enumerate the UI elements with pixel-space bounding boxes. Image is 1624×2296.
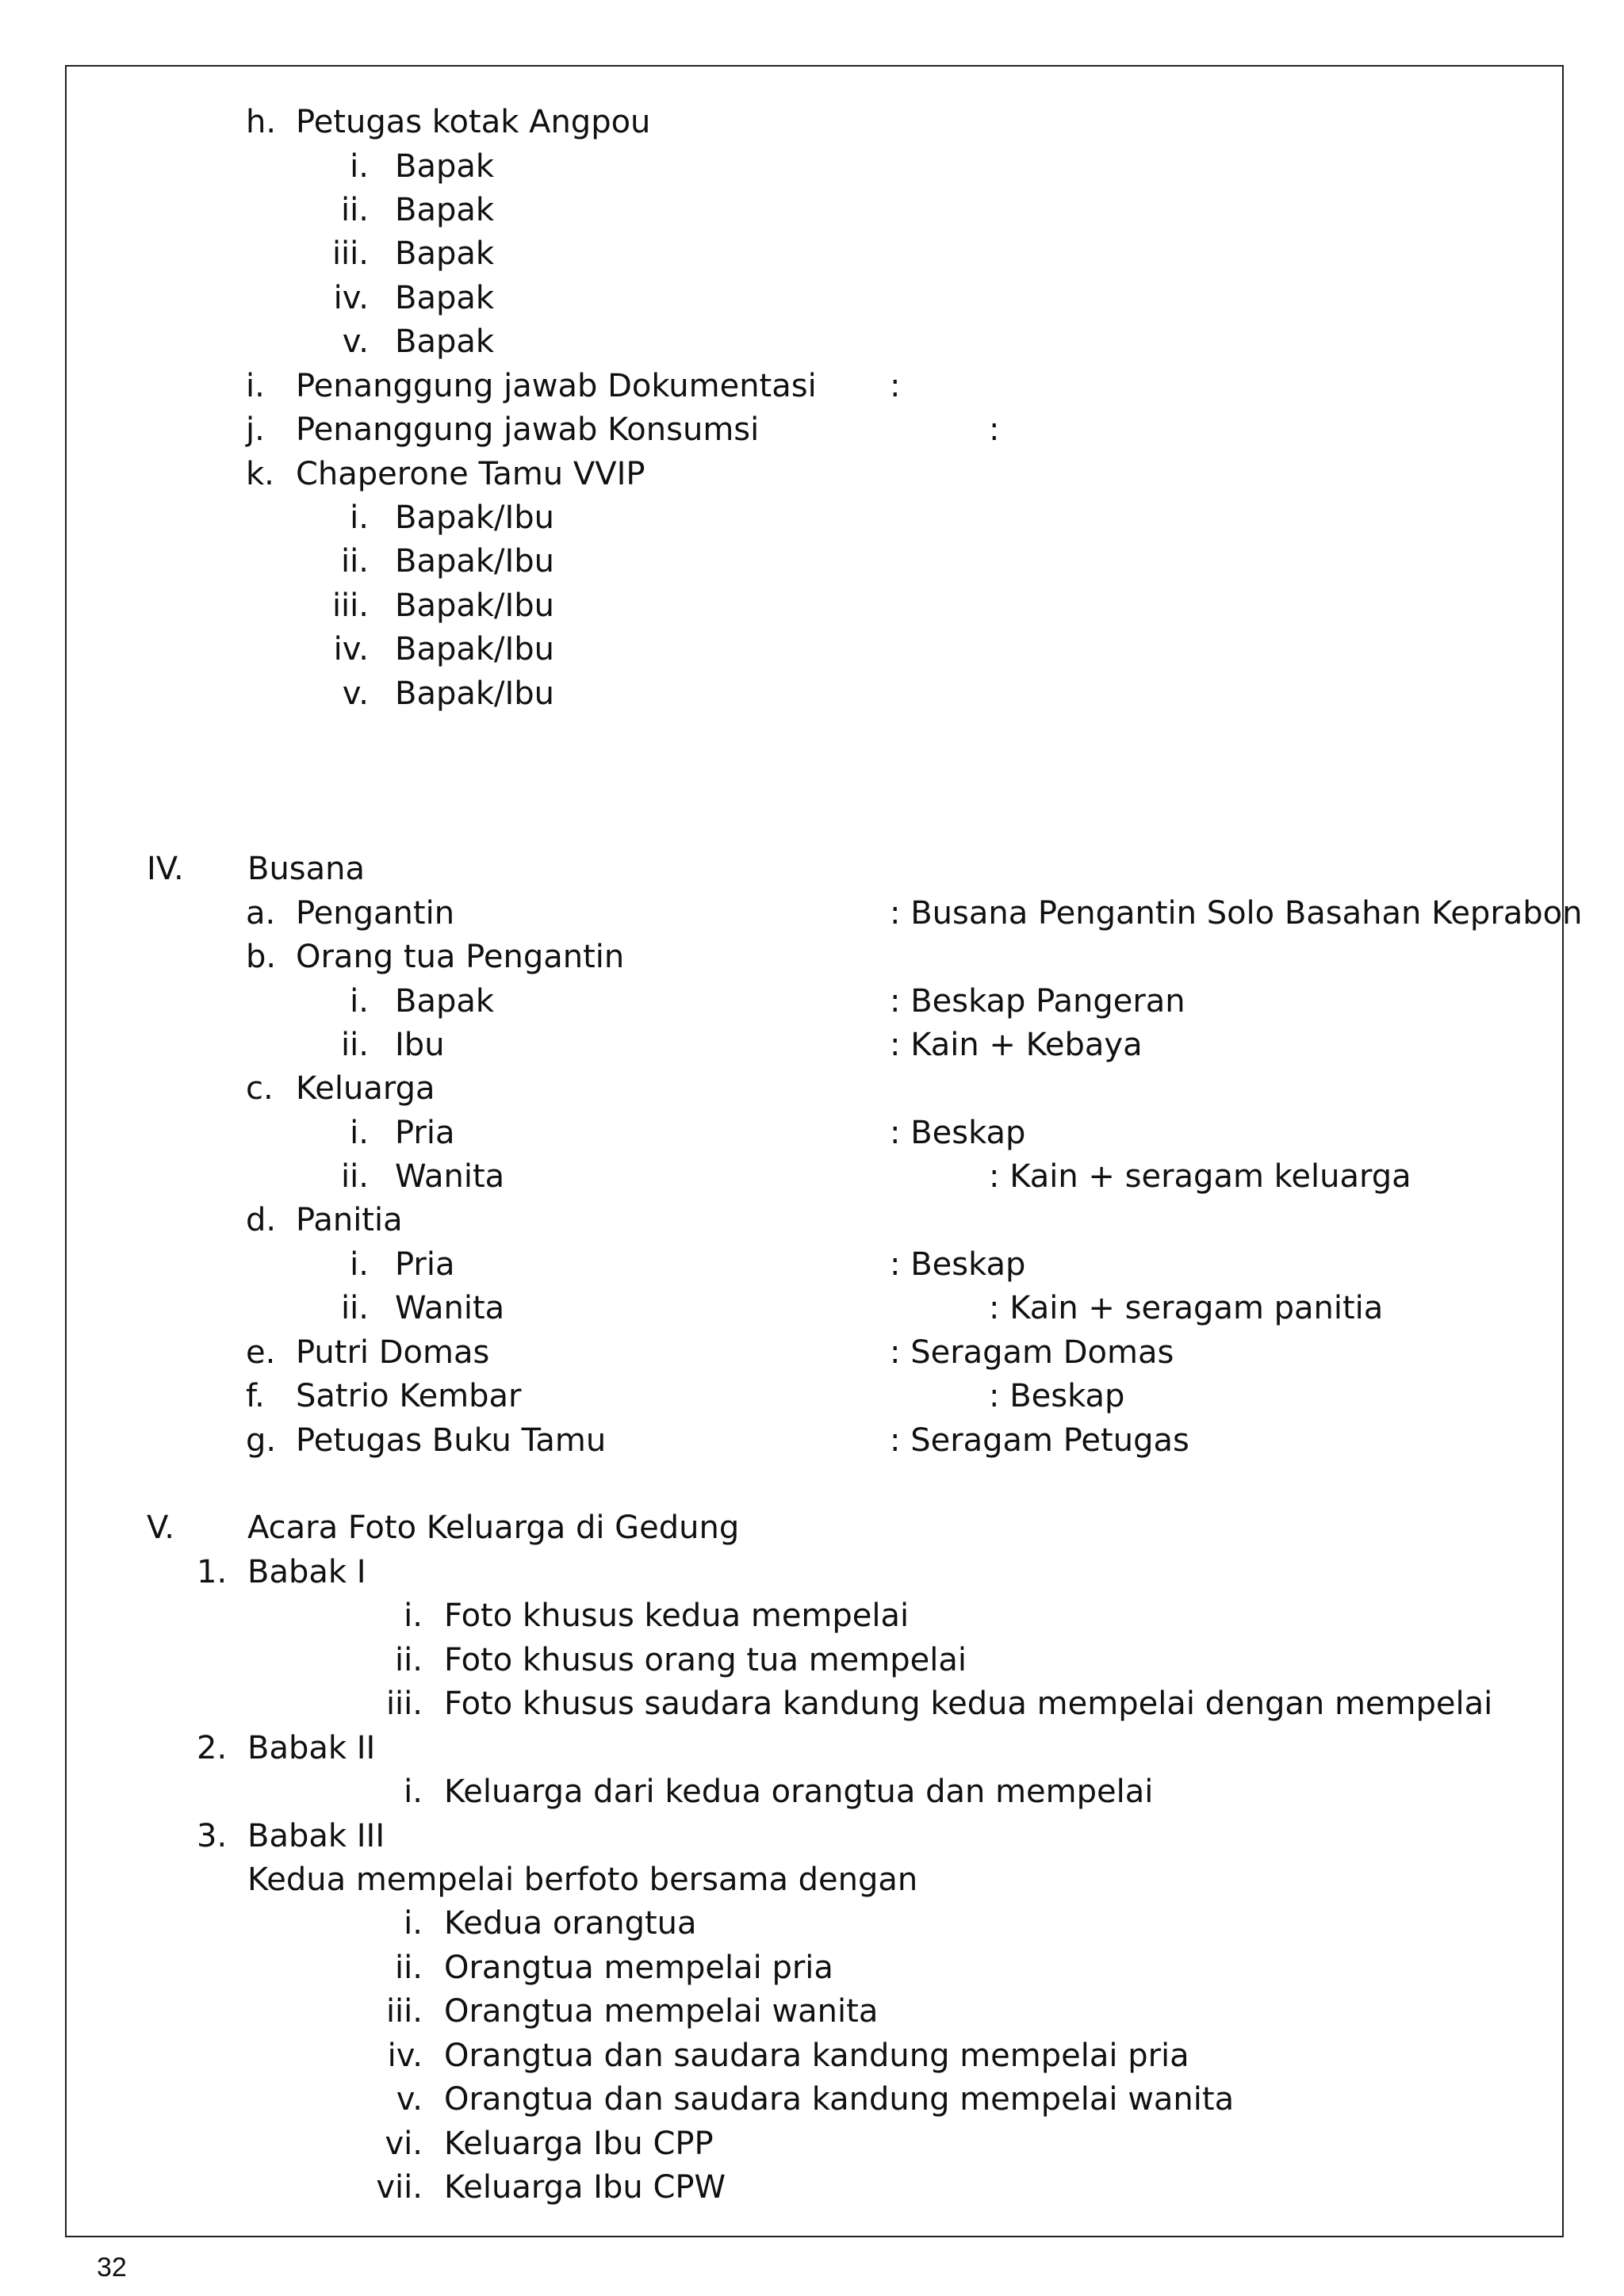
babak3-sub-marker: i. bbox=[404, 1905, 423, 1942]
h-sub-text: Bapak bbox=[395, 323, 495, 360]
busana-c-i-value: : Beskap bbox=[890, 1115, 1026, 1151]
babak3-sub-text: Keluarga Ibu CPW bbox=[444, 2169, 726, 2206]
item-i-title: Penanggung jawab Dokumentasi bbox=[296, 368, 817, 404]
busana-a-marker: a. bbox=[246, 895, 276, 932]
busana-g-value: : Seragam Petugas bbox=[890, 1422, 1189, 1459]
busana-c-label: Keluarga bbox=[296, 1070, 435, 1107]
k-sub-text: Bapak/Ibu bbox=[395, 499, 555, 536]
babak3-sub-text: Keluarga Ibu CPP bbox=[444, 2126, 714, 2162]
item-k-marker: k. bbox=[246, 456, 274, 492]
busana-e-label: Putri Domas bbox=[296, 1334, 490, 1371]
babak2-sub-marker: i. bbox=[404, 1774, 423, 1810]
babak3-intro: Kedua mempelai berfoto bersama dengan bbox=[247, 1862, 918, 1898]
busana-d-ii-marker: ii. bbox=[341, 1290, 369, 1326]
page-number: 32 bbox=[97, 2252, 127, 2283]
h-sub-text: Bapak bbox=[395, 148, 495, 185]
babak1-sub-marker: iii. bbox=[385, 1686, 423, 1722]
item-j-marker: j. bbox=[246, 411, 265, 448]
babak3-sub-text: Orangtua dan saudara kandung mempelai wanita bbox=[444, 2081, 1235, 2118]
busana-g-marker: g. bbox=[246, 1422, 277, 1459]
h-sub-text: Bapak bbox=[395, 235, 495, 272]
h-sub-marker: i. bbox=[350, 148, 369, 185]
k-sub-marker: i. bbox=[350, 499, 369, 536]
babak2-marker: 2. bbox=[197, 1730, 228, 1766]
item-k-title: Chaperone Tamu VVIP bbox=[296, 456, 645, 492]
babak3-sub-marker: iii. bbox=[385, 1993, 423, 2030]
k-sub-text: Bapak/Ibu bbox=[395, 543, 555, 580]
busana-b-marker: b. bbox=[246, 939, 277, 975]
busana-b-ii-marker: ii. bbox=[341, 1027, 369, 1063]
babak3-sub-marker: ii. bbox=[395, 1950, 423, 1986]
babak1-sub-marker: i. bbox=[404, 1598, 423, 1634]
h-sub-marker: ii. bbox=[341, 192, 369, 228]
busana-b-label: Orang tua Pengantin bbox=[296, 939, 625, 975]
busana-c-ii-marker: ii. bbox=[341, 1158, 369, 1195]
section-iv-title: Busana bbox=[247, 851, 366, 887]
busana-d-marker: d. bbox=[246, 1202, 277, 1238]
k-sub-marker: v. bbox=[342, 675, 369, 712]
busana-b-i-label: Bapak bbox=[395, 983, 495, 1020]
busana-b-i-marker: i. bbox=[350, 983, 369, 1020]
k-sub-text: Bapak/Ibu bbox=[395, 631, 555, 668]
item-i-colon: : bbox=[890, 368, 901, 404]
h-sub-marker: iv. bbox=[333, 280, 369, 316]
busana-d-label: Panitia bbox=[296, 1202, 403, 1238]
babak3-sub-marker: v. bbox=[396, 2081, 423, 2118]
item-j-title: Penanggung jawab Konsumsi bbox=[296, 411, 760, 448]
babak3-sub-marker: iv. bbox=[387, 2038, 423, 2074]
babak3-marker: 3. bbox=[197, 1818, 228, 1854]
busana-f-label: Satrio Kembar bbox=[296, 1378, 522, 1414]
h-sub-text: Bapak bbox=[395, 280, 495, 316]
item-h-marker: h. bbox=[246, 104, 277, 140]
babak1-sub-text: Foto khusus orang tua mempelai bbox=[444, 1642, 967, 1678]
busana-e-marker: e. bbox=[246, 1334, 276, 1371]
item-i-marker: i. bbox=[246, 368, 265, 404]
busana-d-i-label: Pria bbox=[395, 1246, 455, 1283]
k-sub-marker: ii. bbox=[341, 543, 369, 580]
babak1-title: Babak I bbox=[247, 1554, 366, 1590]
babak3-sub-marker: vii. bbox=[376, 2169, 423, 2206]
h-sub-text: Bapak bbox=[395, 192, 495, 228]
busana-b-i-value: : Beskap Pangeran bbox=[890, 983, 1185, 1020]
busana-c-i-marker: i. bbox=[350, 1115, 369, 1151]
babak1-sub-text: Foto khusus kedua mempelai bbox=[444, 1598, 910, 1634]
busana-c-ii-value: : Kain + seragam keluarga bbox=[989, 1158, 1411, 1195]
busana-c-i-label: Pria bbox=[395, 1115, 455, 1151]
h-sub-marker: v. bbox=[342, 323, 369, 360]
busana-d-i-value: : Beskap bbox=[890, 1246, 1026, 1283]
busana-b-ii-label: Ibu bbox=[395, 1027, 445, 1063]
k-sub-text: Bapak/Ibu bbox=[395, 675, 555, 712]
section-v-numeral: V. bbox=[147, 1510, 174, 1546]
busana-d-ii-label: Wanita bbox=[395, 1290, 505, 1326]
babak3-sub-text: Orangtua dan saudara kandung mempelai pria bbox=[444, 2038, 1189, 2074]
k-sub-marker: iii. bbox=[331, 587, 369, 624]
babak3-title: Babak III bbox=[247, 1818, 385, 1854]
babak3-sub-text: Orangtua mempelai pria bbox=[444, 1950, 833, 1986]
item-h-title: Petugas kotak Angpou bbox=[296, 104, 651, 140]
busana-e-value: : Seragam Domas bbox=[890, 1334, 1174, 1371]
babak2-title: Babak II bbox=[247, 1730, 376, 1766]
k-sub-marker: iv. bbox=[333, 631, 369, 668]
babak3-sub-marker: vi. bbox=[385, 2126, 423, 2162]
babak1-sub-marker: ii. bbox=[395, 1642, 423, 1678]
busana-d-ii-value: : Kain + seragam panitia bbox=[989, 1290, 1384, 1326]
busana-f-marker: f. bbox=[246, 1378, 265, 1414]
busana-a-label: Pengantin bbox=[296, 895, 455, 932]
babak3-sub-text: Kedua orangtua bbox=[444, 1905, 697, 1942]
k-sub-text: Bapak/Ibu bbox=[395, 587, 555, 624]
item-j-colon: : bbox=[989, 411, 1000, 448]
section-v-title: Acara Foto Keluarga di Gedung bbox=[247, 1510, 740, 1546]
busana-c-marker: c. bbox=[246, 1070, 274, 1107]
busana-a-value: : Busana Pengantin Solo Basahan Keprabon bbox=[890, 895, 1583, 932]
babak1-marker: 1. bbox=[197, 1554, 228, 1590]
busana-b-ii-value: : Kain + Kebaya bbox=[890, 1027, 1143, 1063]
babak2-sub-text: Keluarga dari kedua orangtua dan mempelai bbox=[444, 1774, 1154, 1810]
busana-f-value: : Beskap bbox=[989, 1378, 1125, 1414]
h-sub-marker: iii. bbox=[331, 235, 369, 272]
busana-d-i-marker: i. bbox=[350, 1246, 369, 1283]
busana-c-ii-label: Wanita bbox=[395, 1158, 505, 1195]
babak1-sub-text: Foto khusus saudara kandung kedua mempelai dengan mempelai bbox=[444, 1686, 1493, 1722]
section-iv-numeral: IV. bbox=[147, 851, 184, 887]
busana-g-label: Petugas Buku Tamu bbox=[296, 1422, 607, 1459]
babak3-sub-text: Orangtua mempelai wanita bbox=[444, 1993, 879, 2030]
